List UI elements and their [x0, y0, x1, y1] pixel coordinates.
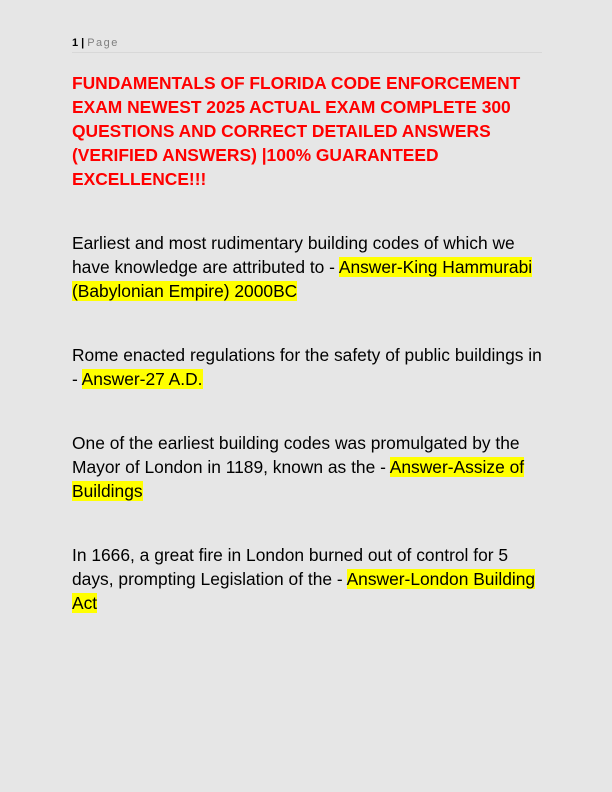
answer-text: Answer-King Hammurabi (Babylonian Empire) 2000BC: [72, 257, 533, 301]
answer-text: Answer-Assize of Buildings: [72, 457, 525, 501]
qa-item: [72, 543, 547, 615]
document-title: FUNDAMENTALS OF FLORIDA CODE ENFORCEMENT EXAM NEWEST 2025 ACTUAL EXAM COMPLETE 300 QUESTIONS AND CORRECT DETAILED ANSWERS (VERIFIED ANSWERS) |100% GUARANTEED EXCELLENCE!!!: [72, 73, 521, 189]
answer-text: Answer-27 A.D.: [81, 369, 203, 389]
qa-item: [72, 431, 547, 503]
page-separator: |: [81, 37, 85, 49]
page-number: 1: [72, 37, 79, 49]
page-header: [72, 36, 542, 53]
page-word: Page: [87, 37, 119, 49]
qa-item: [72, 231, 547, 303]
answer-text: Answer-London Building Act: [72, 569, 536, 613]
question-text: One of the earliest building codes was promulgated by the Mayor of London in 1189, known as the -: [72, 433, 520, 477]
question-text: Earliest and most rudimentary building codes of which we have knowledge are attributed to -: [72, 233, 515, 277]
question-text: In 1666, a great fire in London burned out of control for 5 days, prompting Legislation of the -: [72, 545, 509, 589]
qa-item: [72, 343, 547, 391]
question-text: Rome enacted regulations for the safety of public buildings in -: [72, 345, 542, 389]
